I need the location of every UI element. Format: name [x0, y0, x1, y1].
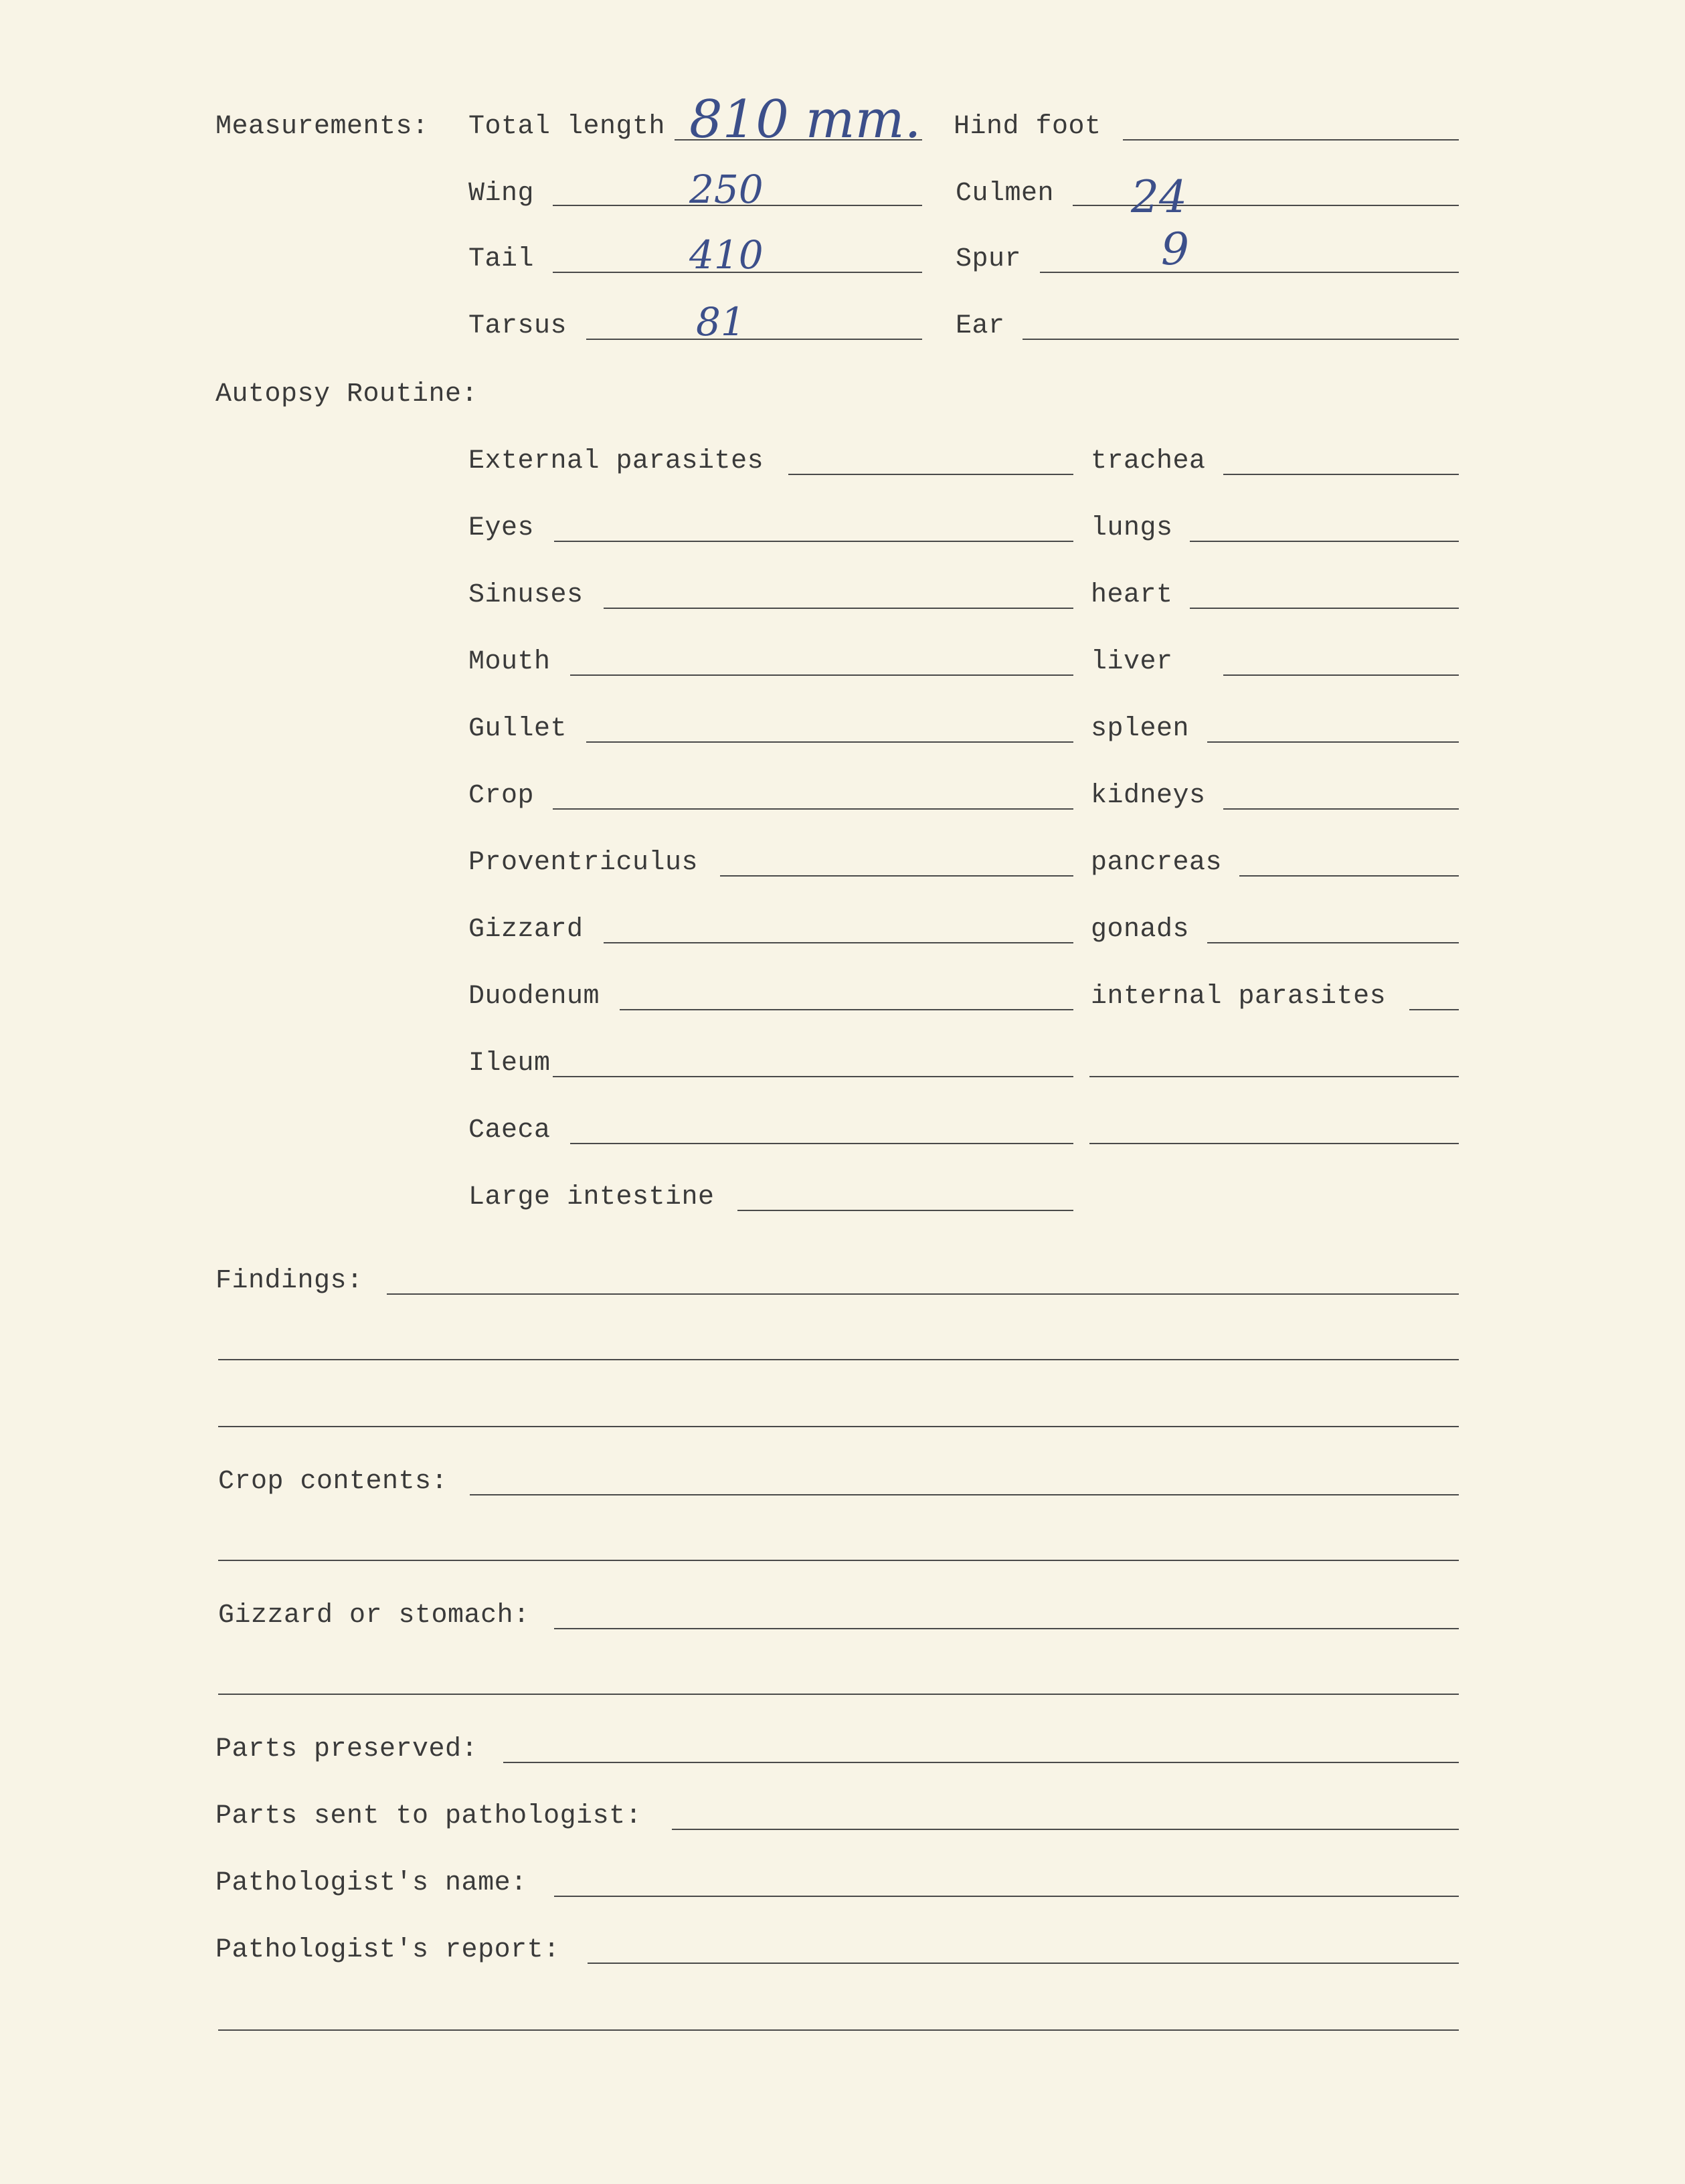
eyes-label: Eyes — [468, 513, 535, 543]
total-length-label: Total length — [468, 112, 666, 142]
findings-line-1[interactable] — [387, 1293, 1459, 1295]
pathologist-name-line[interactable] — [554, 1896, 1459, 1897]
gizzard-line[interactable] — [604, 942, 1073, 943]
duodenum-label: Duodenum — [468, 982, 600, 1012]
blank-right-line-1[interactable] — [1089, 1076, 1459, 1077]
mouth-line[interactable] — [570, 674, 1073, 676]
pancreas-label: pancreas — [1091, 848, 1223, 878]
sinuses-label: Sinuses — [468, 580, 584, 610]
trachea-line[interactable] — [1223, 474, 1459, 475]
caeca-line[interactable] — [570, 1143, 1073, 1144]
culmen-value: 24 — [1131, 171, 1187, 223]
spur-label: Spur — [956, 244, 1022, 274]
parts-preserved-label: Parts preserved: — [215, 1734, 478, 1764]
tail-label: Tail — [468, 244, 535, 274]
crop-contents-line-2[interactable] — [218, 1560, 1459, 1561]
spur-value: 9 — [1161, 223, 1189, 275]
wing-label: Wing — [468, 179, 535, 209]
total-length-value: 810 mm. — [689, 90, 921, 150]
tarsus-line[interactable] — [586, 339, 922, 340]
caeca-label: Caeca — [468, 1115, 551, 1146]
tail-value: 410 — [689, 232, 764, 278]
internal-parasites-label: internal parasites — [1091, 982, 1387, 1012]
pathologist-report-line-2[interactable] — [218, 2029, 1459, 2031]
gizzard-label: Gizzard — [468, 915, 584, 945]
gonads-label: gonads — [1091, 915, 1190, 945]
lungs-line[interactable] — [1190, 541, 1459, 542]
ileum-label: Ileum — [468, 1049, 551, 1079]
gizzard-stomach-line-1[interactable] — [554, 1628, 1459, 1629]
findings-line-2[interactable] — [218, 1359, 1459, 1360]
liver-line[interactable] — [1223, 674, 1459, 676]
hind-foot-line[interactable] — [1123, 139, 1459, 141]
proventriculus-line[interactable] — [720, 875, 1073, 877]
wing-value: 250 — [689, 167, 764, 212]
large-intestine-label: Large intestine — [468, 1182, 715, 1212]
crop-line[interactable] — [553, 808, 1073, 810]
findings-line-3[interactable] — [218, 1426, 1459, 1427]
kidneys-label: kidneys — [1091, 781, 1206, 811]
gullet-line[interactable] — [586, 741, 1073, 743]
findings-label: Findings: — [215, 1266, 363, 1296]
lungs-label: lungs — [1091, 513, 1173, 543]
eyes-line[interactable] — [554, 541, 1073, 542]
heart-label: heart — [1091, 580, 1173, 610]
spleen-line[interactable] — [1207, 741, 1459, 743]
gullet-label: Gullet — [468, 714, 567, 744]
blank-right-line-2[interactable] — [1089, 1143, 1459, 1144]
parts-sent-line[interactable] — [672, 1829, 1459, 1830]
gizzard-stomach-line-2[interactable] — [218, 1694, 1459, 1695]
tarsus-label: Tarsus — [468, 311, 567, 341]
spur-line[interactable] — [1040, 272, 1459, 273]
trachea-label: trachea — [1091, 446, 1206, 476]
tarsus-value: 81 — [696, 299, 745, 345]
crop-label: Crop — [468, 781, 535, 811]
pathologist-report-label: Pathologist's report: — [215, 1935, 560, 1965]
liver-label: liver — [1091, 647, 1173, 677]
pathologist-report-line-1[interactable] — [588, 1963, 1459, 1964]
gonads-line[interactable] — [1207, 942, 1459, 943]
gizzard-stomach-label: Gizzard or stomach: — [218, 1601, 530, 1631]
pathologist-name-label: Pathologist's name: — [215, 1868, 527, 1898]
culmen-label: Culmen — [956, 179, 1055, 209]
duodenum-line[interactable] — [620, 1009, 1073, 1010]
proventriculus-label: Proventriculus — [468, 848, 699, 878]
crop-contents-label: Crop contents: — [218, 1467, 448, 1497]
autopsy-routine-label: Autopsy Routine: — [215, 379, 478, 410]
crop-contents-line-1[interactable] — [470, 1494, 1459, 1495]
ear-label: Ear — [956, 311, 1005, 341]
ear-line[interactable] — [1023, 339, 1459, 340]
sinuses-line[interactable] — [604, 608, 1073, 609]
external-parasites-label: External parasites — [468, 446, 764, 476]
hind-foot-label: Hind foot — [954, 112, 1101, 142]
mouth-label: Mouth — [468, 647, 551, 677]
ileum-line[interactable] — [553, 1076, 1073, 1077]
parts-sent-label: Parts sent to pathologist: — [215, 1801, 642, 1831]
measurements-label: Measurements: — [215, 112, 429, 142]
pancreas-line[interactable] — [1239, 875, 1459, 877]
spleen-label: spleen — [1091, 714, 1190, 744]
kidneys-line[interactable] — [1223, 808, 1459, 810]
external-parasites-line[interactable] — [788, 474, 1073, 475]
parts-preserved-line[interactable] — [503, 1762, 1459, 1763]
large-intestine-line[interactable] — [737, 1210, 1073, 1211]
internal-parasites-line[interactable] — [1409, 1009, 1459, 1010]
heart-line[interactable] — [1190, 608, 1459, 609]
